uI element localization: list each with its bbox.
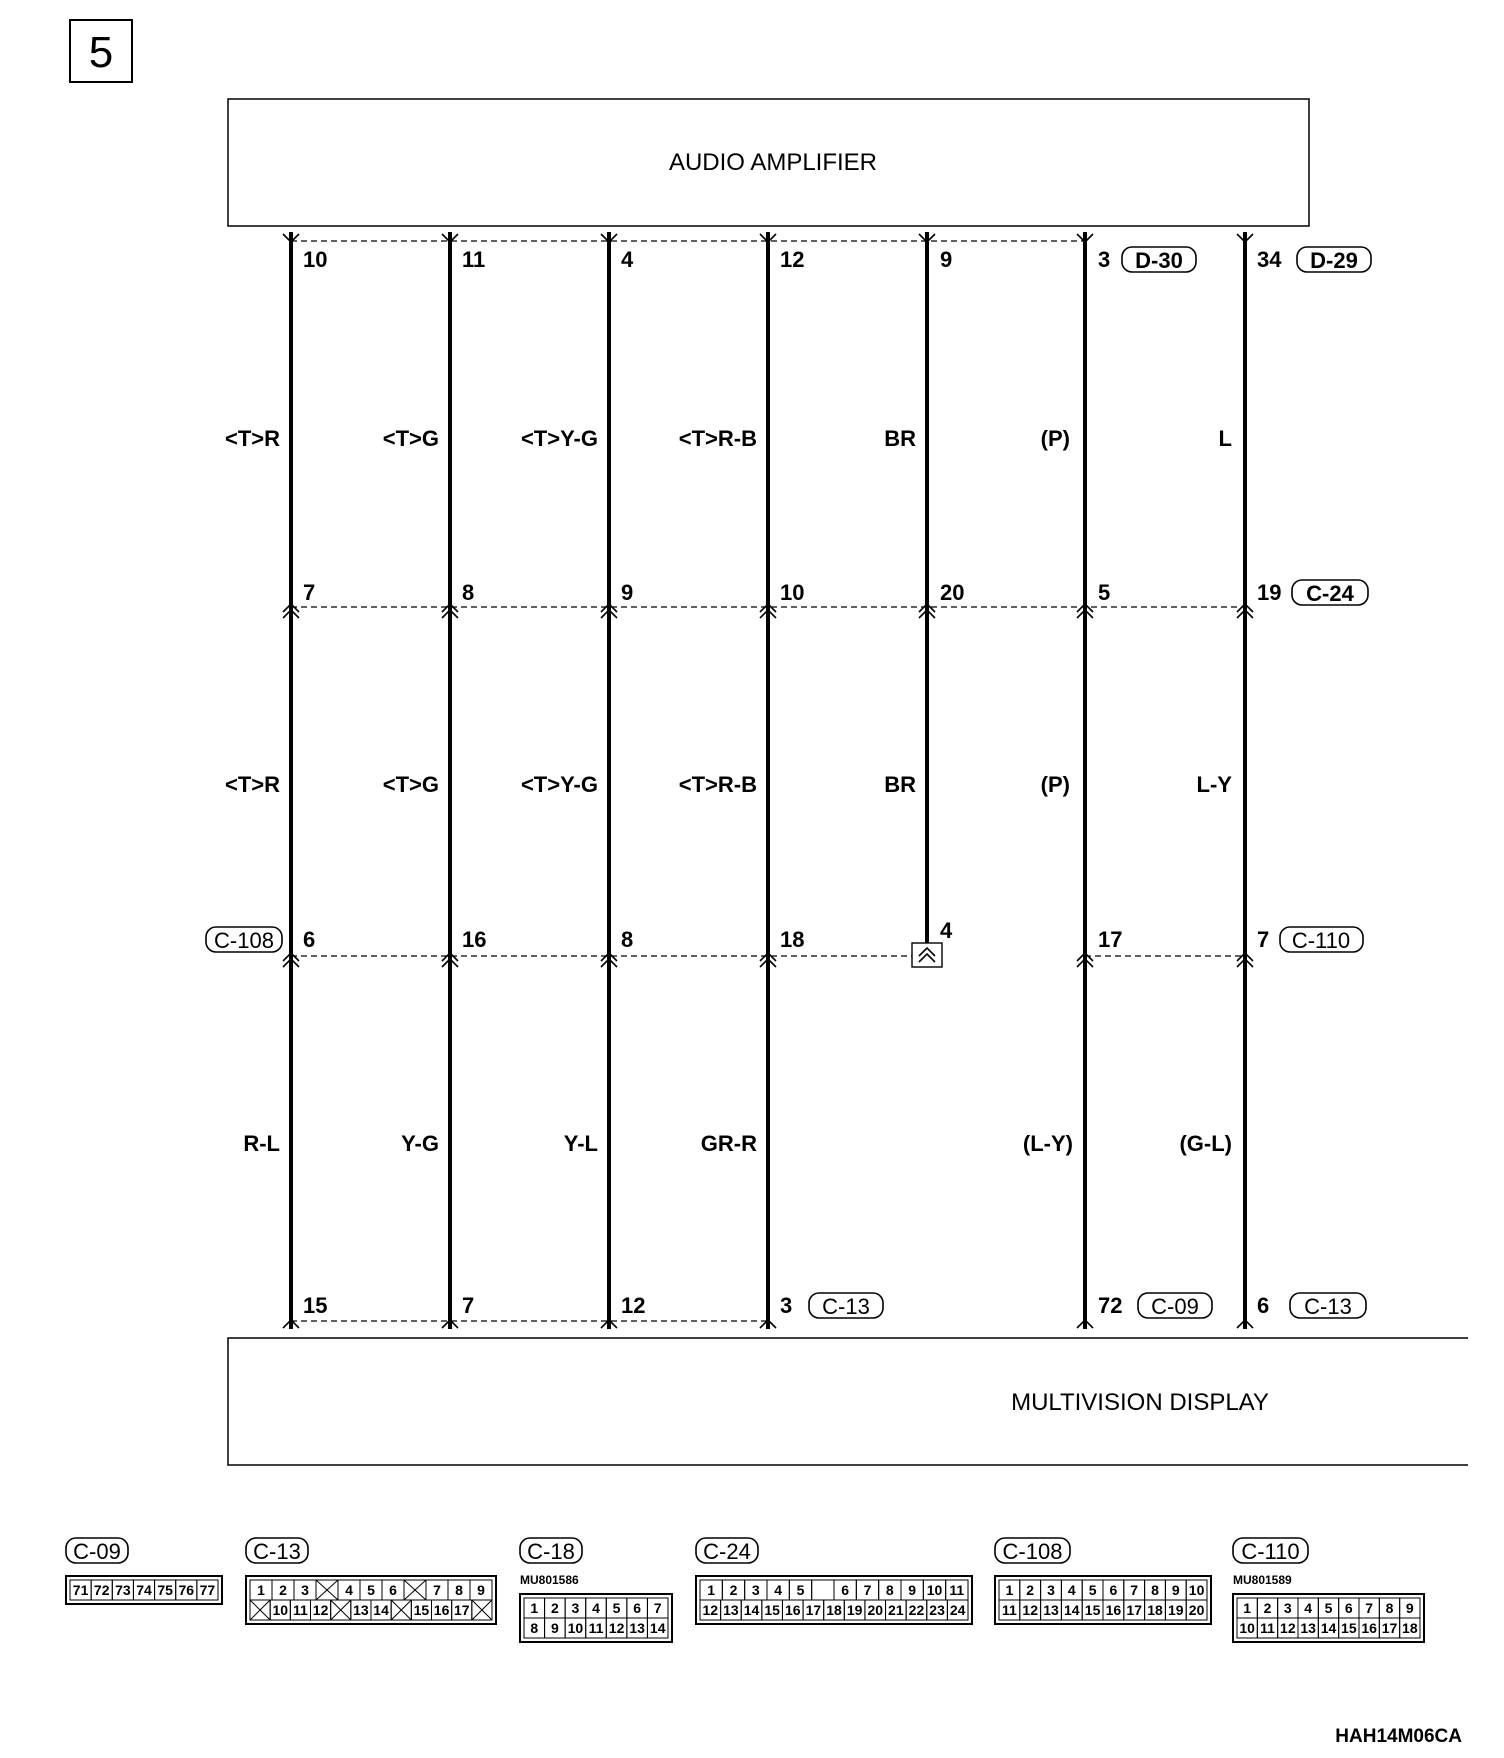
wire-5-top-pin: 9 [940, 247, 953, 272]
wire-2-top-pin: 11 [462, 247, 486, 272]
pin-label: 75 [157, 1582, 173, 1598]
pin-label: 9 [1405, 1600, 1414, 1616]
connector-id: C-18 [527, 1539, 575, 1564]
pin-label: 77 [199, 1582, 216, 1598]
wire-5 [912, 232, 942, 967]
connector-face-views [66, 1538, 1424, 1642]
wire-5-mid-pin: 20 [940, 580, 965, 605]
pin-label: 2 [1026, 1582, 1035, 1598]
svg-text:D-30: D-30 [1135, 248, 1183, 273]
wire-4-mid-pin: 10 [780, 580, 805, 605]
pin-label: 14 [1320, 1620, 1337, 1636]
pin-label: 5 [367, 1582, 375, 1598]
pin-label: 3 [751, 1582, 760, 1598]
pin-label: 71 [72, 1582, 89, 1598]
pin-label: 11 [293, 1602, 308, 1618]
wire-3-middle-color: <T>Y-G [520, 772, 598, 797]
wire-1-top-pin: 10 [303, 247, 328, 272]
wire-3-top-pin: 4 [621, 247, 634, 272]
wire-4-low-pin: 18 [780, 927, 805, 952]
wire-2-bottom-pin: 7 [462, 1293, 475, 1318]
pin-label: 17 [1381, 1620, 1398, 1636]
pin-label: 12 [608, 1620, 625, 1636]
wire-6-middle-color: (P) [1040, 772, 1070, 797]
pin-label: 8 [530, 1620, 539, 1636]
wire-2-mid-pin: 8 [462, 580, 475, 605]
pin-label: 1 [530, 1600, 539, 1616]
pin-label: 19 [1168, 1602, 1184, 1618]
wire-6-mid-pin: 5 [1098, 580, 1111, 605]
tag-c13-b [1290, 1293, 1366, 1319]
pin-label: 3 [301, 1582, 309, 1598]
svg-text:C-24: C-24 [1306, 581, 1354, 606]
pin-label: 2 [279, 1582, 287, 1598]
multivision-display-box [228, 1338, 1468, 1465]
wire-4-top-pin: 12 [780, 247, 805, 272]
svg-text:D-29: D-29 [1310, 248, 1358, 273]
connector-c-110 [1233, 1538, 1424, 1642]
tag-c110 [1280, 927, 1363, 953]
pin-label: 6 [389, 1582, 397, 1598]
wire-3-bottom-pin: 12 [621, 1293, 646, 1318]
pin-label: 18 [826, 1602, 842, 1618]
pin-label: 6 [633, 1600, 642, 1616]
pin-label: 5 [796, 1582, 805, 1598]
pin-label: 8 [455, 1582, 463, 1598]
pin-label: 12 [312, 1602, 329, 1618]
pin-label: 10 [1188, 1582, 1205, 1598]
pin-label: 76 [178, 1582, 195, 1598]
pin-label: 12 [1022, 1602, 1038, 1618]
connector-c-13 [246, 1538, 496, 1624]
wire-1-bottom-pin: 15 [303, 1293, 328, 1318]
pin-label: 74 [136, 1582, 152, 1598]
wire-7-lower-color: (G-L) [1179, 1131, 1232, 1156]
connector-c-108 [995, 1538, 1211, 1624]
wire-6-low-pin: 17 [1098, 927, 1123, 952]
pin-label: 9 [1171, 1582, 1180, 1598]
audio-amplifier-label: AUDIO AMPLIFIER [668, 149, 878, 176]
wire-4-middle-color: <T>R-B [678, 772, 757, 797]
pin-label: 13 [1043, 1602, 1059, 1618]
pin-label: 1 [257, 1582, 265, 1598]
pin-label: 4 [345, 1582, 353, 1598]
pin-label: 6 [1344, 1600, 1353, 1616]
pin-label: 2 [729, 1582, 738, 1598]
pin-label: 14 [373, 1602, 389, 1618]
pin-label: 1 [1005, 1582, 1014, 1598]
pin-label: 19 [846, 1602, 863, 1618]
pin-label: 24 [949, 1602, 966, 1618]
wire-3-upper-color: <T>Y-G [520, 426, 598, 451]
pin-label: 8 [885, 1582, 894, 1598]
pin-label: 13 [723, 1602, 739, 1618]
svg-text:C-108: C-108 [214, 928, 274, 953]
pin-label: 14 [1064, 1602, 1080, 1618]
tag-c09 [1138, 1293, 1212, 1319]
pin-label: 18 [1147, 1602, 1163, 1618]
wire-7 [1237, 232, 1253, 1329]
pin-label: 17 [805, 1602, 822, 1618]
connector-c-24 [696, 1538, 972, 1624]
wire-1-low-pin: 6 [303, 927, 316, 952]
pin-label: 11 [588, 1620, 604, 1636]
svg-text:C-13: C-13 [1304, 1294, 1352, 1319]
wire-6-top-pin: 3 [1098, 247, 1111, 272]
connector-c-09 [66, 1538, 222, 1604]
wire-2-middle-color: <T>G [382, 772, 439, 797]
pin-label: 15 [1084, 1602, 1101, 1618]
connector-part-number: MU801586 [520, 1573, 579, 1587]
wire-5-upper-color: BR [884, 426, 916, 451]
svg-text:C-110: C-110 [1291, 928, 1351, 953]
pin-label: 15 [1341, 1620, 1357, 1636]
wire-6 [1077, 232, 1093, 1329]
wire-6-bottom-pin: 72 [1098, 1293, 1123, 1318]
svg-text:C-09: C-09 [1151, 1294, 1199, 1319]
pin-label: 20 [867, 1602, 884, 1618]
pin-label: 11 [949, 1582, 965, 1598]
pin-label: 3 [1283, 1600, 1292, 1616]
connector-id: C-110 [1241, 1539, 1300, 1564]
pin-label: 16 [1105, 1602, 1122, 1618]
pin-label: 7 [653, 1600, 662, 1616]
connector-c-18 [520, 1538, 672, 1642]
wire-7-upper-color: L [1218, 426, 1232, 451]
pin-label: 3 [571, 1600, 580, 1616]
pin-label: 16 [433, 1602, 450, 1618]
pin-label: 2 [550, 1600, 559, 1616]
pin-label: 10 [926, 1582, 943, 1598]
tag-c108 [206, 927, 282, 953]
wire-7-mid-pin: 19 [1257, 580, 1282, 605]
tag-d29 [1297, 247, 1371, 273]
pin-label: 4 [592, 1600, 600, 1616]
wire-4-bottom-pin: 3 [780, 1293, 793, 1318]
wire-6-lower-color: (L-Y) [1022, 1131, 1073, 1156]
pin-label: 12 [702, 1602, 719, 1618]
pin-label: 16 [1361, 1620, 1377, 1636]
pin-label: 10 [272, 1602, 289, 1618]
wire-1 [283, 232, 299, 1329]
wire-5-middle-color: BR [884, 772, 916, 797]
wire-3-mid-pin: 9 [621, 580, 634, 605]
pin-label: 14 [743, 1602, 760, 1618]
tag-c24 [1292, 580, 1368, 606]
tag-d30 [1122, 247, 1196, 273]
pin-label: 1 [707, 1582, 716, 1598]
wire-2-upper-color: <T>G [382, 426, 439, 451]
wire-2-lower-color: Y-G [401, 1131, 439, 1156]
multivision-display-label: MULTIVISION DISPLAY [1011, 1389, 1269, 1416]
wire-3 [601, 232, 617, 1329]
pin-label: 5 [612, 1600, 621, 1616]
pin-label: 9 [908, 1582, 917, 1598]
pin-label: 17 [453, 1602, 470, 1618]
pin-label: 2 [1263, 1600, 1272, 1616]
wire-5-low-pin: 4 [940, 918, 953, 943]
wire-1-mid-pin: 7 [303, 580, 316, 605]
svg-text:C-13: C-13 [822, 1294, 870, 1319]
wire-4-upper-color: <T>R-B [678, 426, 757, 451]
pin-label: 4 [1067, 1582, 1076, 1598]
pin-label: 13 [353, 1602, 369, 1618]
pin-label: 11 [1260, 1620, 1275, 1636]
pin-label: 15 [764, 1602, 780, 1618]
wire-7-bottom-pin: 6 [1257, 1293, 1270, 1318]
wire-3-lower-color: Y-L [563, 1131, 598, 1156]
connector-id: C-24 [703, 1539, 751, 1564]
page-code: HAH14M06CA [1335, 1726, 1462, 1747]
pin-label: 10 [1239, 1620, 1255, 1636]
wire-2-low-pin: 16 [462, 927, 487, 952]
pin-label: 12 [1280, 1620, 1296, 1636]
connector-id: C-09 [73, 1539, 121, 1564]
pin-label: 4 [1304, 1600, 1313, 1616]
wire-3-low-pin: 8 [621, 927, 634, 952]
pin-label: 3 [1047, 1582, 1055, 1598]
wire-7-low-pin: 7 [1257, 927, 1270, 952]
pin-label: 11 [1001, 1602, 1017, 1618]
pin-label: 7 [1130, 1582, 1139, 1598]
pin-label: 13 [1300, 1620, 1316, 1636]
pin-label: 9 [477, 1582, 485, 1598]
pin-label: 13 [629, 1620, 645, 1636]
pin-label: 17 [1126, 1602, 1142, 1618]
pin-label: 5 [1324, 1600, 1333, 1616]
pin-label: 16 [784, 1602, 801, 1618]
pin-label: 73 [115, 1582, 131, 1598]
pin-label: 4 [774, 1582, 783, 1598]
wire-2 [442, 232, 458, 1329]
pin-label: 10 [567, 1620, 584, 1636]
wire-1-upper-color: <T>R [224, 426, 280, 451]
wire-4-lower-color: GR-R [700, 1131, 757, 1156]
pin-label: 8 [1385, 1600, 1394, 1616]
connector-id: C-13 [253, 1539, 301, 1564]
pin-label: 7 [1365, 1600, 1374, 1616]
pin-label: 20 [1188, 1602, 1205, 1618]
wire-7-top-pin: 34 [1257, 247, 1282, 272]
pin-label: 18 [1402, 1620, 1418, 1636]
wire-6-upper-color: (P) [1040, 426, 1070, 451]
pin-label: 8 [1151, 1582, 1159, 1598]
pin-label: 22 [908, 1602, 925, 1618]
tag-c13-a [809, 1293, 883, 1319]
pin-label: 5 [1088, 1582, 1097, 1598]
pin-label: 1 [1243, 1600, 1252, 1616]
wire-1-lower-color: R-L [243, 1131, 280, 1156]
pin-label: 6 [1109, 1582, 1118, 1598]
pin-label: 6 [841, 1582, 850, 1598]
connector-part-number: MU801589 [1233, 1573, 1292, 1587]
pin-label: 72 [93, 1582, 110, 1598]
page-number: 5 [88, 28, 114, 77]
pin-label: 7 [863, 1582, 872, 1598]
pin-label: 23 [929, 1602, 945, 1618]
pin-label: 7 [433, 1582, 441, 1598]
wire-1-middle-color: <T>R [224, 772, 280, 797]
pin-label: 21 [888, 1602, 904, 1618]
wire-4 [760, 232, 776, 1329]
pin-label: 14 [649, 1620, 666, 1636]
connector-id: C-108 [1002, 1539, 1063, 1564]
pin-label: 15 [413, 1602, 430, 1618]
wire-7-middle-color: L-Y [1196, 772, 1232, 797]
pin-label: 9 [550, 1620, 559, 1636]
